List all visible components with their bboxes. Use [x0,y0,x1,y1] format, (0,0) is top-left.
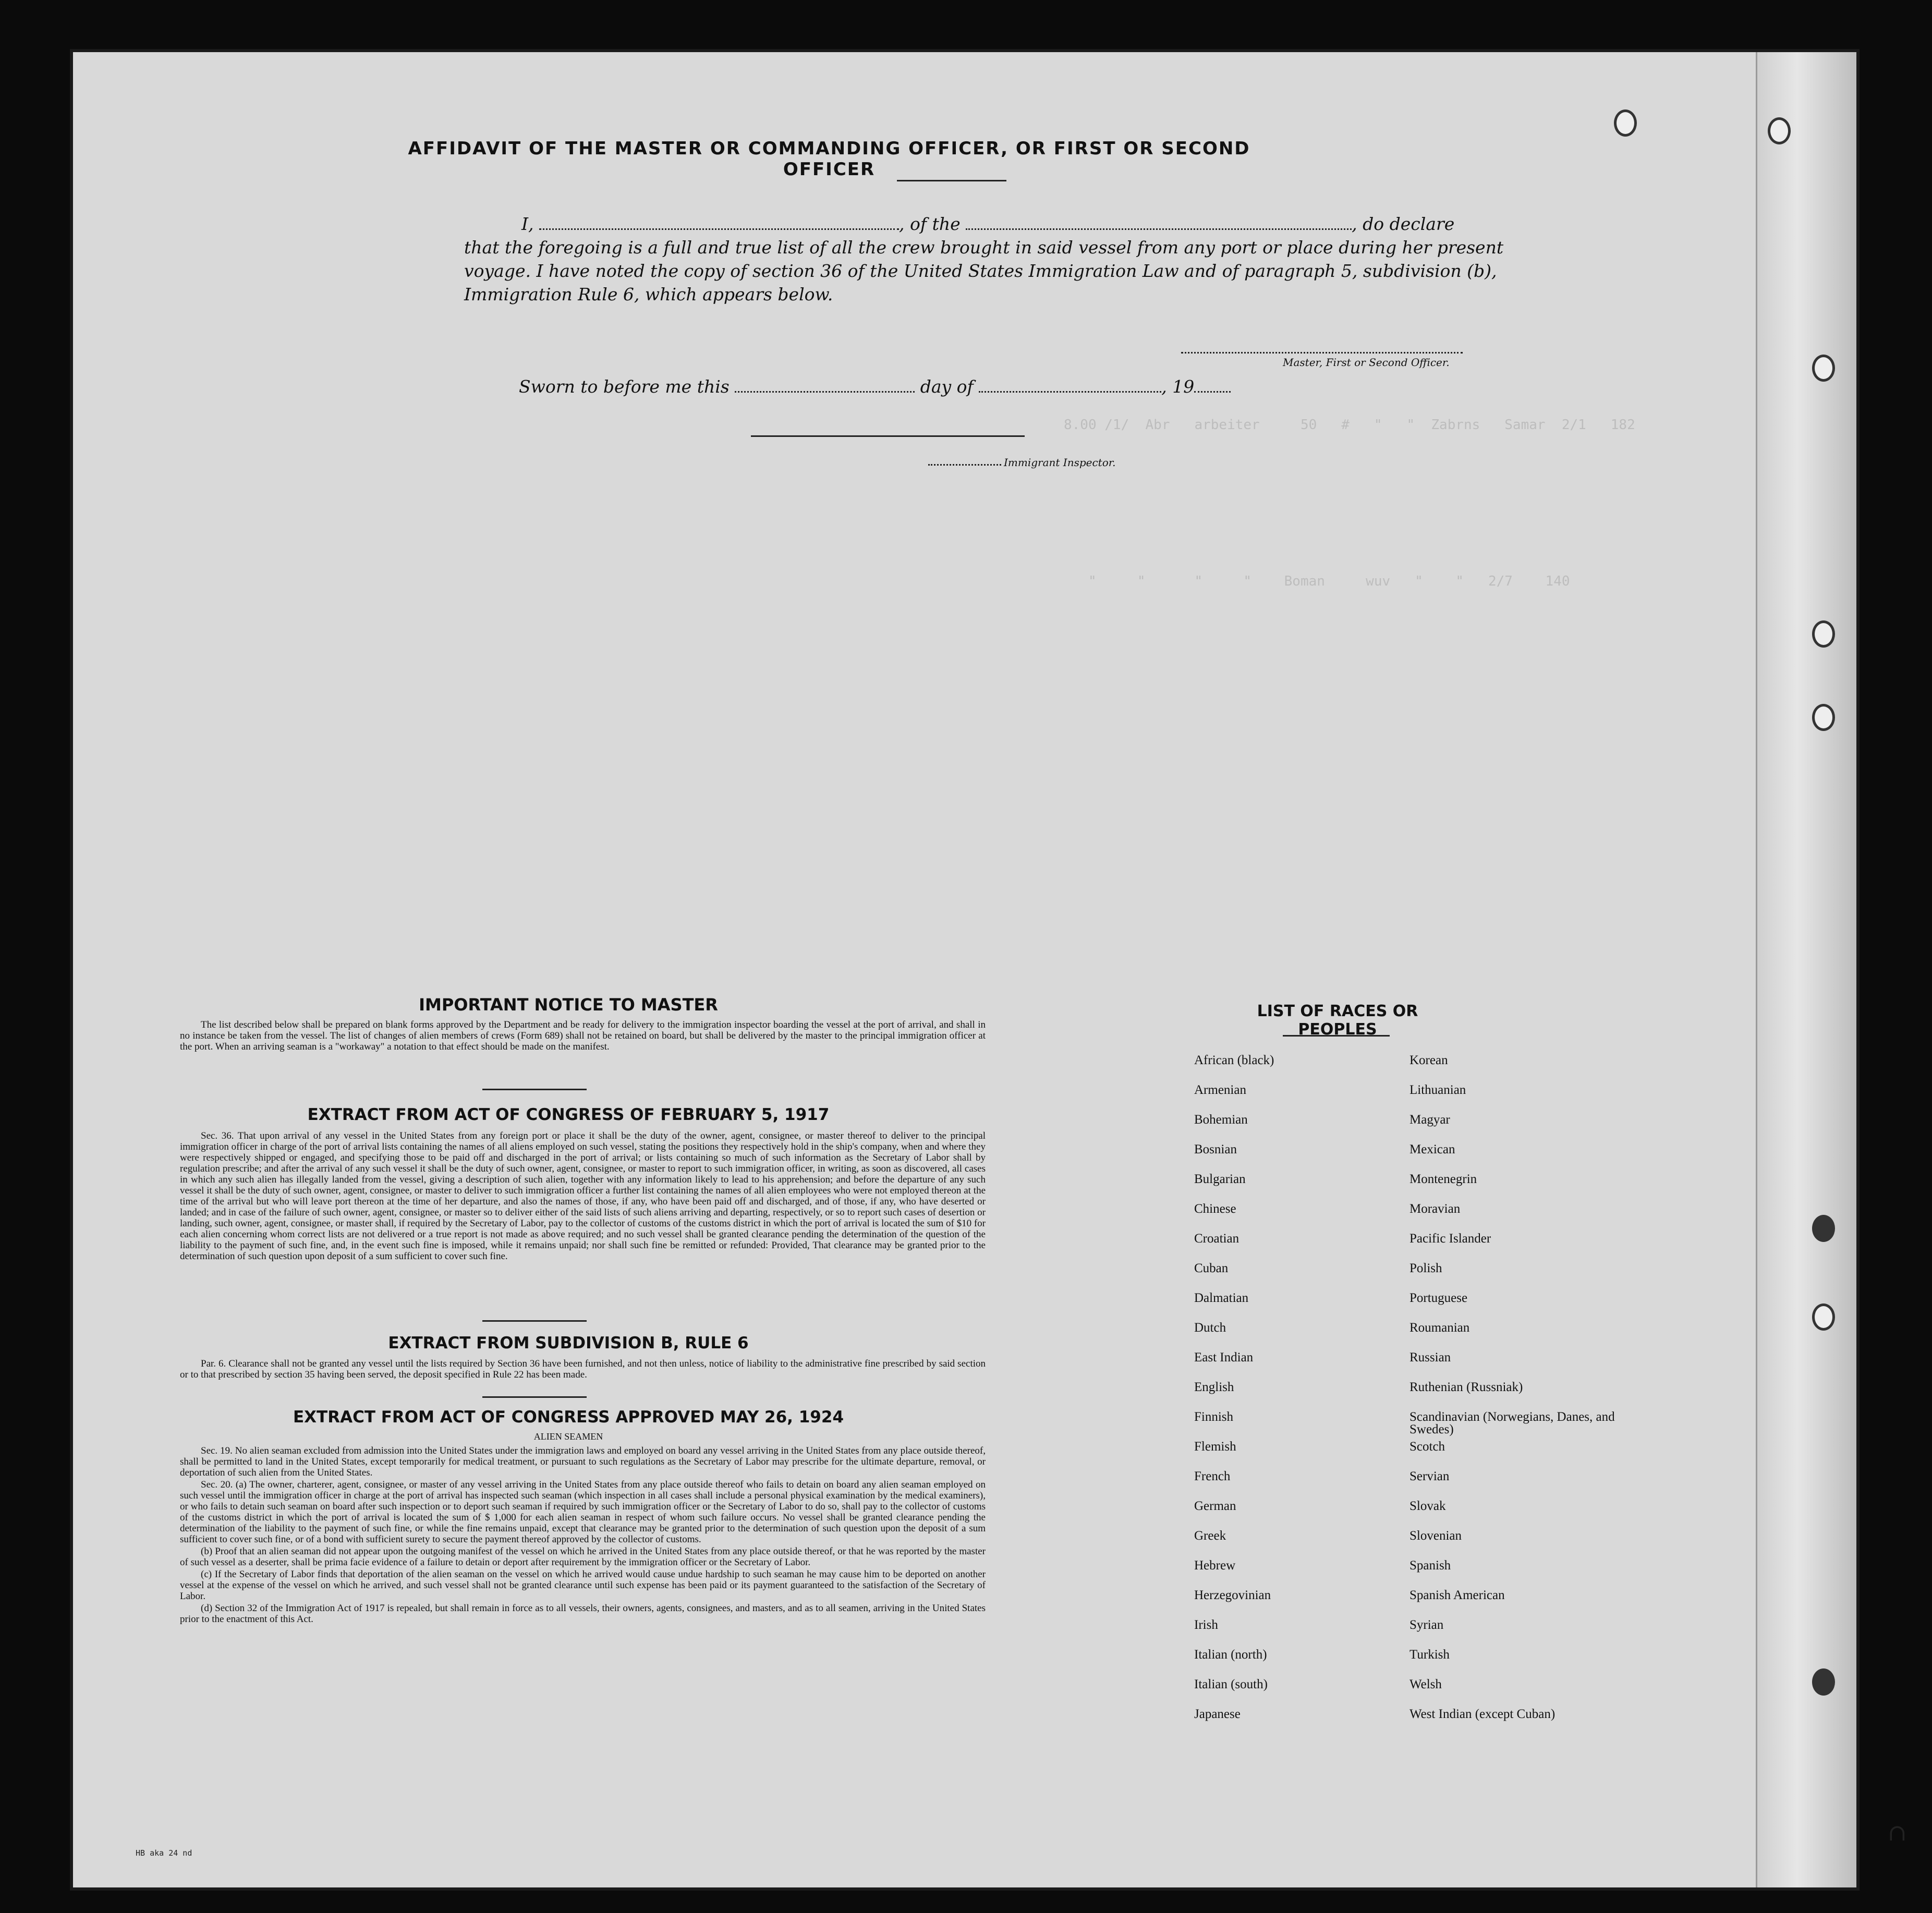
race-item: Greek [1194,1529,1226,1543]
binder-hole [1812,1303,1835,1331]
binder-hole [1614,109,1637,137]
form-code: HB aka 24 nd [136,1848,192,1858]
bleed-through-texture: 8.00 /1/ Abr arbeiter 50 # " " Zabrns Samar 2/1 182 [1064,417,1635,433]
signature-caption: Master, First or Second Officer. [1283,356,1450,369]
sec-20d-paragraph: (d) Section 32 of the Immigration Act of 1917 is repealed, but shall remain in force as to all vessels, their owners, agents, consignees, and masters, and as to all seamen, arriving in the United States prior to the enactment of this Act. [180,1603,986,1625]
inspector-caption: Immigrant Inspector. [1004,456,1116,469]
race-item: Irish [1194,1618,1218,1632]
extract-1917-title: EXTRACT FROM ACT OF CONGRESS OF FEBRUARY 5, 1917 [307,1105,830,1124]
race-item: Hebrew [1194,1558,1236,1573]
race-item: English [1194,1380,1234,1394]
section-rule [482,1320,587,1322]
page-edge [1756,52,1856,1887]
races-rule [1283,1035,1390,1037]
race-item: Bohemian [1194,1113,1248,1127]
race-item: Scotch [1409,1440,1445,1454]
race-item: Lithuanian [1409,1083,1466,1097]
race-item: Scandinavian (Norwegians, Danes, and Swedes) [1409,1410,1615,1436]
race-item: Armenian [1194,1083,1246,1097]
race-item: Ruthenian (Russniak) [1409,1380,1523,1394]
notice-title: IMPORTANT NOTICE TO MASTER [419,995,718,1015]
title-rule [897,180,1006,181]
i-label: I, [521,214,534,234]
extract-1917-paragraph: Sec. 36. That upon arrival of any vessel in the United States from any foreign port or place it shall be the duty of the owner, agent, consignee, or master thereof to deliver to the principal immigration officer in charge of the port of arrival lists containing the names of all aliens employed on such vessel, stating the positions they respectively hold in the ship's company, when and where they were respectively shipped or engaged, and specifying those to be paid off and discharged in the port of arrival; or lists containing so much of such information as the Secretary of Labor shall by regulation prescribe; and after the arrival of any such vessel it shall be the duty of such owner, agent, consignee, or master to report to such immigration officer, in writing, as soon as discovered, all cases in which any such alien has illegally landed from the vessel, giving a description of such alien, together with any information likely to lead to his apprehension; and before the departure of any such vessel it shall be the duty of such owner, agent, consignee, or master to deliver to such immigration officer a further list containing the names of all alien employees who were not employed thereon at the time of the arrival but who will leave port thereon at the time of her departure, and also the names of those, if any, who have been paid off and discharged, and of those, if any, who have deserted or landed; and in case of the failure of such owner, agent, consignee, or master so to deliver either of the said lists of such aliens arriving and departing, respectively, or so to report such cases of desertion or landing, such owner, agent, consignee, or master shall, if required by the Secretary of Labor, pay to the collector of customs of the customs district in which the port of arrival is located the sum of $10 for each alien concerning whom correct lists are not delivered or a true report is not made as above required; and no such vessel shall be granted clearance pending the determination of the question of the liability to the payment of such fine, and, in the event such fine is imposed, while it remains unpaid; nor shall such fine be remitted or refunded: Provided, That clearance may be granted prior to the determination of such question upon deposit of a sum sufficient to cover such fine. [180,1130,986,1262]
handwritten-mark: ∩ [1888,1820,1907,1846]
race-item: Magyar [1409,1113,1450,1127]
race-item: African (black) [1194,1053,1274,1067]
race-item: Italian (north) [1194,1648,1267,1662]
race-item: German [1194,1499,1236,1513]
race-item: Chinese [1194,1202,1236,1216]
binder-hole [1812,1215,1835,1242]
sworn-line [519,376,1231,397]
alien-seamen-subtitle: ALIEN SEAMEN [533,1431,603,1442]
extract-1917-text [180,1130,986,1263]
document-page [73,52,1907,1887]
affidavit-line-1 [521,214,1454,234]
race-item: Welsh [1409,1677,1442,1691]
day-of-label: day of [920,376,974,397]
race-item: Korean [1409,1053,1448,1067]
sec-20b-paragraph: (b) Proof that an alien seaman did not appear upon the outgoing manifest of the vessel on which he arrived in the United States from any place outside thereof, or that he was reported by the master of such vessel as a deserter, shall be prima facie evidence of a failure to detain or deport after requirement by the immigration officer or the Secretary of Labor. [180,1546,986,1568]
race-item: Croatian [1194,1232,1240,1246]
of-the-label: , of the [899,214,961,234]
race-item: West Indian (except Cuban) [1409,1707,1556,1721]
extract-rule6-text [180,1358,986,1381]
section-rule [482,1089,587,1090]
sworn-label: Sworn to before me this [519,376,730,397]
binder-hole [1768,117,1791,144]
extract-rule6-paragraph: Par. 6. Clearance shall not be granted any vessel until the lists required by Section 36 have been furnished, and not then unless, notice of liability to the administrative fine prescribed by said section or to that prescribed by section 35 having been served, the deposit specified in Rule 22 has been made. [180,1358,986,1380]
notice-text [180,1019,986,1053]
race-item: Spanish American [1409,1588,1505,1602]
race-item: Italian (south) [1194,1677,1268,1691]
extract-1924-text [180,1445,986,1626]
sworn-day-blank[interactable] [735,376,915,393]
race-item: Flemish [1194,1440,1236,1454]
affidavit-line-4: Immigration Rule 6, which appears below. [464,284,833,304]
notice-paragraph: The list described below shall be prepared on blank forms approved by the Department and be ready for delivery to the immigration inspector boarding the vessel at the port of arrival, and shall in no instance be taken from the vessel. The list of changes of alien members of crews (Form 689) shall not be retained on board, but shall be delivered by the master to the principal immigration officer at the port. When an arriving seaman is a "workaway" a notation to that effect should be made on the manifest. [180,1019,986,1052]
do-declare-label: , do declare [1352,214,1455,234]
extract-rule6-title: EXTRACT FROM SUBDIVISION B, RULE 6 [388,1334,749,1352]
race-item: French [1194,1469,1231,1483]
race-item: Slovenian [1409,1529,1462,1543]
race-item: Polish [1409,1261,1442,1275]
race-item: Pacific Islander [1409,1232,1491,1246]
affidavit-line-3: voyage. I have noted the copy of section 36 of the United States Immigration Law and of paragraph 5, subdivision (b), [464,261,1497,281]
races-left-column [1194,1054,1392,1738]
race-item: Moravian [1409,1202,1461,1216]
race-item: Mexican [1409,1142,1455,1156]
sec-19-paragraph: Sec. 19. No alien seaman excluded from admission into the United States under the immigration laws and employed on board any vessel arriving in the United States from any place outside thereof, shall be permitted to land in the United States, except temporarily for medical treatment, or pursuant to such regulations as the Secretary of Labor may prescribe for the ultimate departure, removal, or deportation of such alien from the United States. [180,1445,986,1478]
race-item: Syrian [1409,1618,1444,1632]
sec-20c-paragraph: (c) If the Secretary of Labor finds that deportation of the alien seaman on the vessel on which he arrived would cause undue hardship to such seaman he may cause him to be deported on another vessel at the expense of the vessel on which he arrived, and such vessel shall not be granted clearance until such expense has been paid or its payment guaranteed to the satisfaction of the Secretary of Labor. [180,1569,986,1602]
section-rule [482,1396,587,1398]
race-item: Herzegovinian [1194,1588,1271,1602]
year-label: , 19 [1161,376,1195,397]
affidavit-line-2: that the foregoing is a full and true list of all the crew brought in said vessel from any port or place during her present [464,237,1504,258]
sworn-month-blank[interactable] [979,376,1161,393]
race-item: Turkish [1409,1648,1450,1662]
race-item: Bulgarian [1194,1172,1246,1186]
race-item: Spanish [1409,1558,1451,1573]
races-title: LIST OF RACES OR PEOPLES [1257,1002,1418,1039]
affidavit-title: AFFIDAVIT OF THE MASTER OR COMMANDING OFFICER, OR FIRST OR SECOND OFFICER [408,138,1250,180]
binder-hole [1812,704,1835,731]
race-item: Slovak [1409,1499,1446,1513]
races-right-column [1409,1054,1629,1738]
binder-hole [1812,1668,1835,1696]
name-blank[interactable] [539,214,899,230]
inspector-signature-line[interactable] [751,435,1025,437]
race-item: Montenegrin [1409,1172,1477,1186]
inspector-dotted-line [928,464,1001,466]
signature-line[interactable] [1181,352,1463,354]
race-item: Servian [1409,1469,1450,1483]
sec-20a-paragraph: Sec. 20. (a) The owner, charterer, agent, consignee, or master of any vessel arriving in the United States from any place outside thereof who fails to detain on board any alien seaman employed on such vessel until the immigration officer in charge at the port of arrival has inspected such seaman (which inspection in all cases shall include a personal physical examination by the medical examiners), or who fails to detain such seaman on board after such inspection or to deport such seaman if required by such immigration officer or the Secretary of Labor to do so, shall pay to the collector of customs of the customs district in which the port of arrival is located the sum of $ 1,000 for each alien seaman in respect of whom such failure occurs. No vessel shall be granted clearance pending the determination of the liability to the payment of such fine, or while the fine remains unpaid, except that clearance may be granted prior to the determination of such question upon the deposit of a sum sufficient to cover such fine, or of a bond with sufficient surety to secure the payment thereof approved by the collector of customs. [180,1479,986,1545]
binder-hole [1812,355,1835,382]
race-item: Finnish [1194,1410,1234,1424]
race-item: Bosnian [1194,1142,1237,1156]
bleed-through-texture: " " " " Boman wuv " " 2/7 140 [1064,574,1570,589]
extract-1924-title: EXTRACT FROM ACT OF CONGRESS APPROVED MAY 26, 1924 [293,1408,844,1427]
race-item: Roumanian [1409,1321,1470,1335]
race-item: Japanese [1194,1707,1241,1721]
race-item: Dutch [1194,1321,1226,1335]
race-item: Cuban [1194,1261,1229,1275]
year-blank[interactable] [1194,376,1231,393]
race-item: East Indian [1194,1350,1254,1364]
binder-hole [1812,620,1835,648]
race-item: Russian [1409,1350,1451,1364]
race-item: Dalmatian [1194,1291,1249,1305]
race-item: Portuguese [1409,1291,1468,1305]
vessel-blank[interactable] [966,214,1352,230]
